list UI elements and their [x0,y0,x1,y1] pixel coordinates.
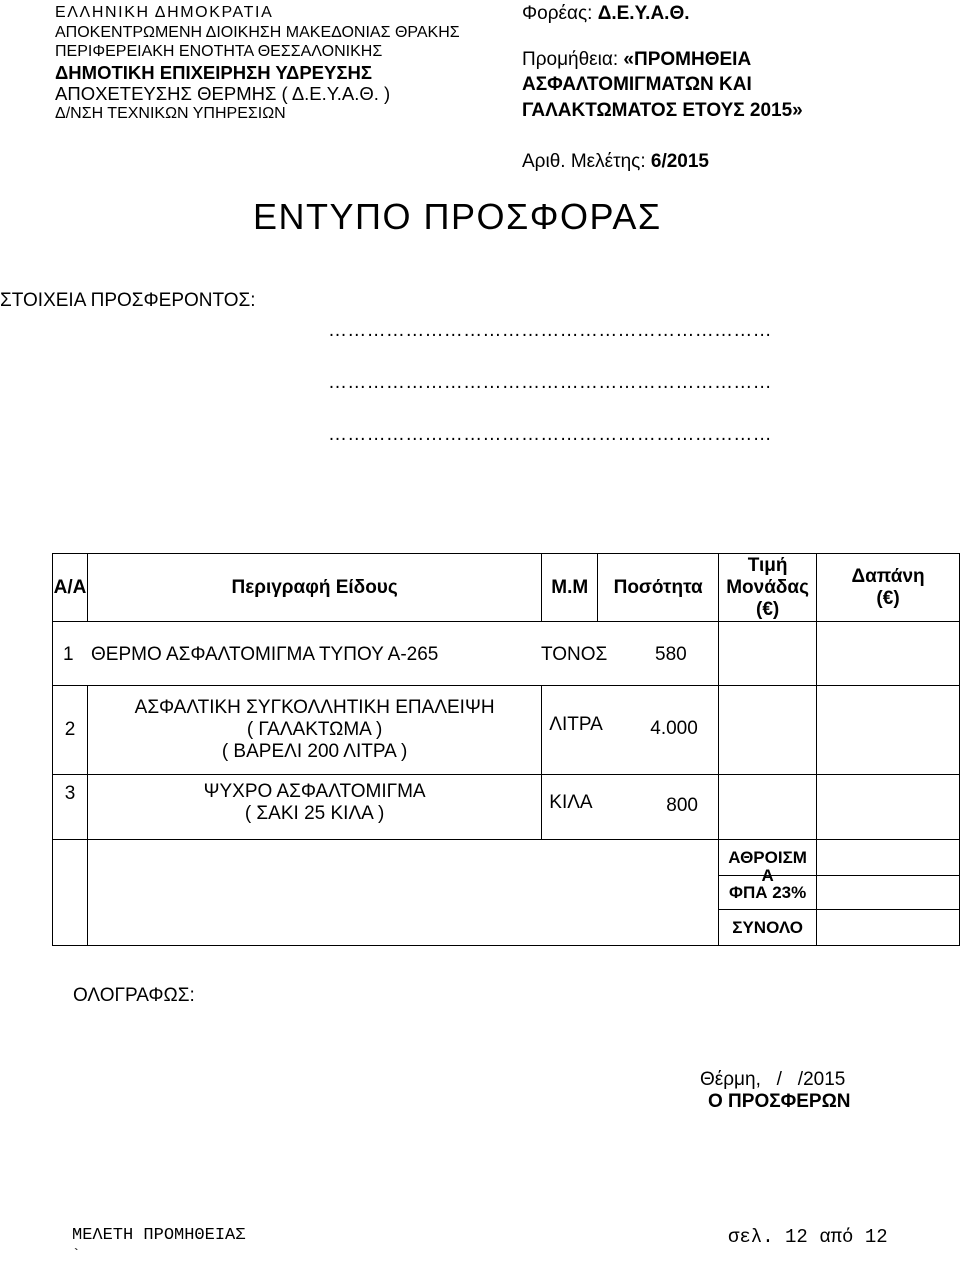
agency-value: Δ.Ε.Υ.Α.Θ. [597,3,690,24]
sum-value[interactable] [817,840,960,876]
issuer-line-1: ΕΛΛΗΝΙΚΗ ΔΗΜΟΚΡΑΤΙΑ [55,4,274,21]
total-label: ΣΥΝΟΛΟ [719,910,817,946]
table-row [53,775,960,840]
header-description: Περιγραφή Είδους [87,554,541,622]
issuer-line-6: Δ/ΝΣΗ ΤΕΧΝΙΚΩΝ ΥΠΗΡΕΣΙΩΝ [55,104,286,122]
row-3-unit-price[interactable] [719,775,817,840]
sum-label-1: ΑΘΡΟΙΣΜ [728,848,807,867]
issuer-block [55,3,460,123]
supply-value-2: ΑΣΦΑΛΤΟΜΙΓΜΑΤΩΝ ΚΑΙ [522,74,752,95]
row-2-description-1: ΑΣΦΑΛΤΙΚΗ ΣΥΓΚΟΛΛΗΤΙΚΗ ΕΠΑΛΕΙΨΗ [134,697,495,718]
header-cost [817,554,960,622]
header-unit-price-2: Μονάδας [726,576,809,598]
header-cost-1: Δαπάνη [851,566,925,587]
vat-label: ΦΠΑ 23% [719,876,817,910]
header-unit-price-1: Τιμή [747,554,788,576]
header-unit: Μ.Μ [542,554,598,622]
row-3-unit-qty [542,775,719,840]
footer-left: ΜΕΛΕΤΗ ΠΡΟΜΗΘΕΙΑΣ [72,1226,246,1245]
supply-label: Προμήθεια: [522,49,624,70]
footer-tick: ` [72,1247,81,1263]
supplier-line-2[interactable]: …………………………………………………………… [328,372,772,393]
table-row [53,686,960,775]
row-2-aa: 2 [53,686,88,775]
place-date: Θέρμη, / /2015 [700,1069,846,1090]
row-3-description [87,775,541,840]
study-row [522,151,709,173]
sum-label [719,840,817,885]
row-2-quantity: 4.000 [650,718,698,739]
supplier-line-3[interactable]: …………………………………………………………… [328,424,772,445]
row-2-unit: ΛΙΤΡΑ [549,714,603,735]
page-title: ΕΝΤΥΠΟ ΠΡΟΣΦΟΡΑΣ [253,196,662,237]
row-2-description-2: ( ΓΑΛΑΚΤΩΜΑ ) [246,719,383,740]
row-3-description-2: ( ΣΑΚΙ 25 ΚΙΛΑ ) [244,803,385,824]
row-2-description [87,686,541,775]
row-1-cost[interactable] [817,622,960,686]
supply-value-3: ΓΑΛΑΚΤΩΜΑΤΟΣ ΕΤΟΥΣ 2015» [522,100,803,121]
row-2-unit-price[interactable] [719,686,817,775]
agency-label: Φορέας: [522,3,598,24]
row-1-description: ΘΕΡΜΟ ΑΣΦΑΛΤΟΜΙΓΜΑ ΤΥΠΟΥ Α-265 [91,644,439,665]
header-unit-price-3: (€) [756,598,780,620]
issuer-line-2: ΑΠΟΚΕΝΤΡΩΜΕΝΗ ΔΙΟΙΚΗΣΗ ΜΑΚΕΔΟΝΙΑΣ ΘΡΑΚΗΣ [55,23,460,41]
row-2-description-3: ( ΒΑΡΕΛΙ 200 ΛΙΤΡΑ ) [221,741,408,762]
offerer-label: Ο ΠΡΟΣΦΕΡΩΝ [708,1091,851,1112]
row-2-unit-qty [542,686,719,775]
sum-label-2: Α [761,866,774,885]
supply-value-1: «ΠΡΟΜΗΘΕΙΑ [623,49,752,70]
totals-empty-area [87,840,718,946]
study-value: 6/2015 [650,151,710,172]
issuer-line-5: ΑΠΟΧΕΤΕΥΣΗΣ ΘΕΡΜΗΣ ( Δ.Ε.Υ.Α.Θ. ) [55,82,391,104]
row-3-description-1: ΨΥΧΡΟ ΑΣΦΑΛΤΟΜΙΓΜΑ [203,781,426,802]
header-cost-2: (€) [876,588,900,609]
row-3-aa: 3 [53,775,88,840]
row-3-unit: ΚΙΛΑ [549,792,593,813]
totals-empty-aa [53,840,88,946]
row-3-cost[interactable] [817,775,960,840]
supplier-line-1[interactable]: …………………………………………………………… [328,320,772,341]
row-3-quantity: 800 [666,795,698,816]
supplier-label: ΣΤΟΙΧΕΙΑ ΠΡΟΣΦΕΡΟΝΤΟΣ: [0,290,256,311]
total-value[interactable] [817,910,960,946]
issuer-line-3: ΠΕΡΙΦΕΡΕΙΑΚΗ ΕΝΟΤΗΤΑ ΘΕΣΣΑΛΟΝΙΚΗΣ [55,43,383,60]
row-1-quantity: 580 [655,644,687,665]
in-words-label: ΟΛΟΓΡΑΦΩΣ: [73,985,195,1006]
header-aa: Α/Α [53,554,88,622]
supply-row [522,49,751,71]
study-label: Αριθ. Μελέτης: [522,151,651,172]
agency-row [522,3,690,25]
totals-row-sum [53,840,960,876]
row-1-aa: 1 [63,644,74,665]
table-header-row [53,554,960,622]
row-1-unit: ΤΟΝΟΣ [541,644,608,665]
offer-table [52,553,960,946]
row-1-merged [53,622,719,686]
row-2-cost[interactable] [817,686,960,775]
header-quantity: Ποσότητα [598,554,719,622]
table-row [53,622,960,686]
header-unit-price [719,554,817,622]
footer-page-number: σελ. 12 από 12 [728,1226,888,1248]
issuer-line-4: ΔΗΜΟΤΙΚΗ ΕΠΙΧΕΙΡΗΣΗ ΥΔΡΕΥΣΗΣ [55,61,372,83]
row-1-unit-price[interactable] [719,622,817,686]
vat-value[interactable] [817,876,960,910]
